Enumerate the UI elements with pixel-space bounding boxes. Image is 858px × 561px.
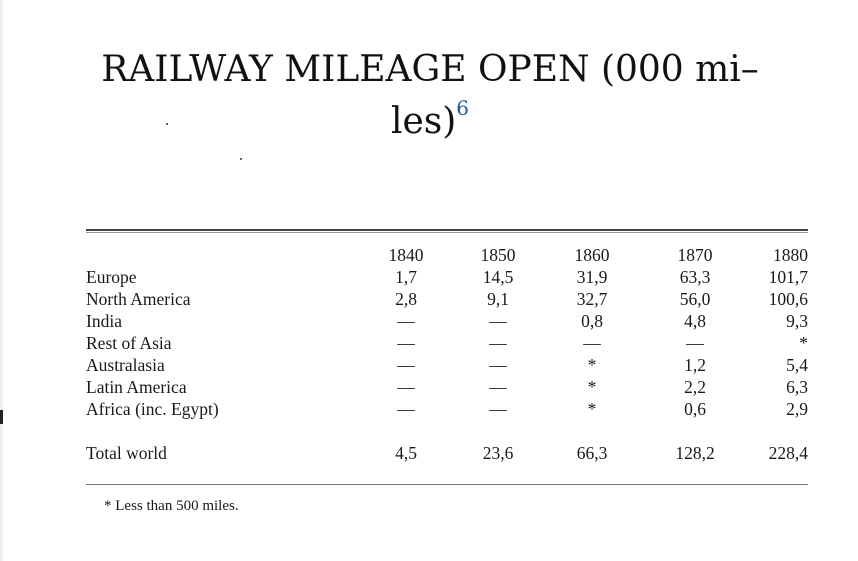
- table-cell: 2,2: [684, 377, 706, 397]
- table-cell: 4,8: [684, 311, 706, 331]
- table-cell: *: [587, 399, 597, 419]
- table-cell: 1,2: [684, 355, 706, 375]
- column-header: 1870: [677, 245, 713, 265]
- table-cell: —: [397, 377, 415, 397]
- table-cell: 9,1: [487, 289, 509, 309]
- column-header: 1840: [388, 245, 424, 265]
- scan-speck: [240, 158, 242, 160]
- table-cell: *: [587, 355, 597, 375]
- table-header-row: [86, 244, 808, 266]
- table-cell: 14,5: [482, 267, 514, 287]
- table-cell: 6,3: [786, 377, 808, 397]
- table-row: [86, 266, 808, 288]
- table-cell: 0,8: [581, 311, 603, 331]
- row-label: India: [86, 311, 122, 331]
- table-cell: —: [489, 311, 507, 331]
- table-cell: 32,7: [576, 289, 608, 309]
- table-cell: 100,6: [768, 289, 808, 309]
- footnote-reference-link[interactable]: 6: [456, 96, 470, 120]
- table-cell: —: [489, 333, 507, 353]
- total-cell: 4,5: [395, 443, 417, 463]
- table-row: [86, 398, 808, 420]
- row-label: Africa (inc. Egypt): [86, 399, 219, 419]
- table-cell: —: [397, 311, 415, 331]
- row-label: North America: [86, 289, 191, 309]
- left-page-edge: [0, 0, 3, 561]
- column-header: 1880: [773, 245, 808, 265]
- column-header: 1860: [574, 245, 610, 265]
- table-cell: 0,6: [684, 399, 706, 419]
- title-line-1: RAILWAY MILEAGE OPEN (000 mi–: [101, 49, 759, 90]
- table-cell: 5,4: [786, 355, 808, 375]
- table-cell: —: [686, 333, 704, 353]
- table-row: [86, 354, 808, 376]
- total-cell: 66,3: [576, 443, 608, 463]
- table-bottom-rule: [86, 484, 808, 485]
- total-label: Total world: [86, 443, 167, 463]
- table-cell: —: [397, 399, 415, 419]
- table-cell: 63,3: [679, 267, 711, 287]
- scan-speck: [166, 123, 168, 125]
- table-cell: 1,7: [395, 267, 417, 287]
- table-row: [86, 376, 808, 398]
- row-label: Australasia: [86, 355, 165, 375]
- table-cell: —: [397, 355, 415, 375]
- table-cell: —: [489, 399, 507, 419]
- table-cell: 2,9: [786, 399, 808, 419]
- table-cell: —: [583, 333, 601, 353]
- row-label: Latin America: [86, 377, 187, 397]
- table-cell: —: [489, 377, 507, 397]
- table-cell: —: [397, 333, 415, 353]
- title-line-2: les): [390, 101, 457, 142]
- table-row: [86, 288, 808, 310]
- table-cell: *: [799, 333, 808, 353]
- table-footnote: * Less than 500 miles.: [104, 498, 239, 514]
- table-cell: *: [587, 377, 597, 397]
- total-cell: 23,6: [482, 443, 514, 463]
- table-total-row: [86, 442, 808, 464]
- table-cell: 101,7: [768, 267, 808, 287]
- left-edge-mark: [0, 410, 3, 424]
- table-top-rule-shadow: [86, 232, 808, 233]
- total-cell: 128,2: [675, 443, 715, 463]
- table-top-rule: [86, 229, 808, 231]
- table-cell: —: [489, 355, 507, 375]
- table-row: [86, 332, 808, 354]
- table-row: [86, 310, 808, 332]
- table-cell: 9,3: [786, 311, 808, 331]
- row-label: Europe: [86, 267, 137, 287]
- table-cell: 56,0: [679, 289, 711, 309]
- row-label: Rest of Asia: [86, 333, 172, 353]
- column-header: 1850: [480, 245, 516, 265]
- table-cell: 2,8: [395, 289, 417, 309]
- page-title: [40, 44, 820, 148]
- table-cell: 31,9: [576, 267, 608, 287]
- total-cell: 228,4: [768, 443, 808, 463]
